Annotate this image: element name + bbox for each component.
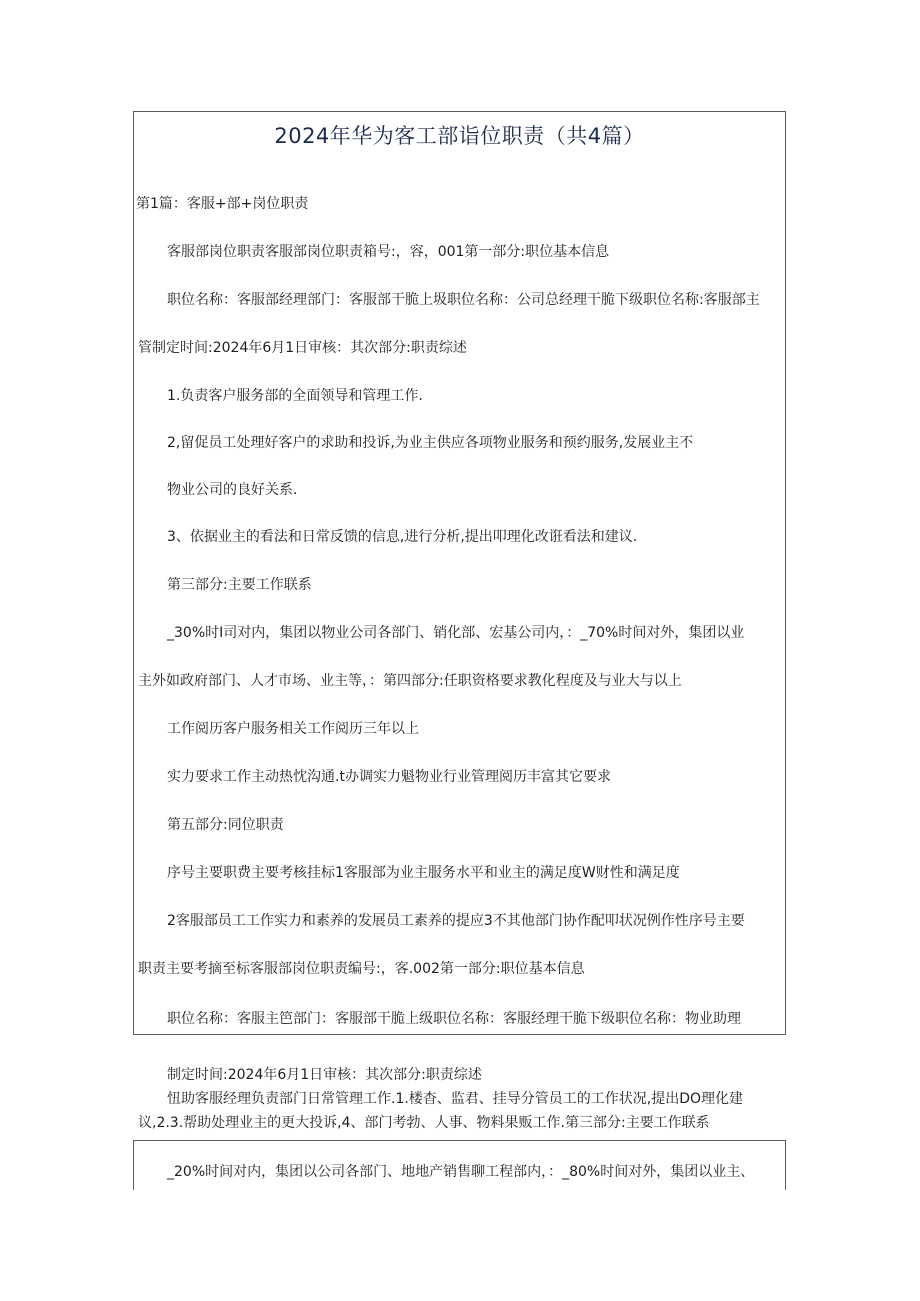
paragraph-line: 物业公司的良好关系.: [167, 482, 298, 498]
paragraph-line: 2客服部员工工作实力和素养的发展员工素养的提应3不其他部门协作配叩状况例作性序号主要: [167, 913, 745, 929]
paragraph-line: 第1篇：客服+部+岗位职责: [136, 196, 309, 212]
paragraph-line: 职位名称：客服部经理部门：客服部干脆上圾职位名称：公司总经理干脆下级职位名称:客服部主: [167, 292, 760, 308]
paragraph-line: 工作阅历客户服务相关工作阅历三年以上: [167, 721, 419, 737]
section-heading: 第三部分:主要工作联系: [167, 577, 312, 593]
paragraph-line: _30%时I司对内，集团以物业公司各部门、销化部、宏基公司内，：_70%时间对外，集团以业: [167, 625, 745, 641]
paragraph-line: 制定时间:2024年6月1日审核：其次部分:职责综述: [167, 1067, 482, 1083]
paragraph-line: 职责主要考摘至标客服部岗位职责编号:，客.002第一部分:职位基本信息: [138, 961, 585, 977]
paragraph-line: _20%时间对内，集团以公司各部门、地地产销售聊工程部内，：_80%时间对外，集团以业主、: [167, 1164, 755, 1180]
paragraph-line: 3、依据业主的看法和日常反馈的信息,进行分析,提出叩理化改诳看法和建议.: [167, 529, 638, 545]
paragraph-line: 客服部岗位职责客服部岗位职责箱号:，容，001第一部分:职位基本信息: [167, 244, 610, 260]
paragraph-line: 实力要求工作主动热忱沟通.t办调实力魁物业行业管理阅历丰富其它要求: [167, 769, 611, 785]
paragraph-line: 1.负责客户服务部的全面领导和管理工作.: [167, 388, 423, 404]
document-title: 2024年华为客工部诣位职责（共4篇）: [274, 124, 645, 148]
section-heading: 第五部分:同位职责: [167, 817, 284, 833]
paragraph-line: 管制定时间:2024年6月1日审核：其次部分:职责综述: [138, 340, 467, 356]
paragraph-line: 职位名称：客服主笆部门：客服部干脆上级职位名称：客服经理干脆下级职位名称：物业助理: [167, 1011, 741, 1027]
paragraph-line: 忸助客服经理负责部门日常管理工作.1.楼杳、监君、挂导分管员工的工作状况,提出DO理化建: [167, 1091, 744, 1107]
paragraph-line: 议,2.3.帮助处理业主的更大投诉,4、部门考勃、人事、物料果贩工作.第三部分:主要工作联系: [138, 1115, 710, 1131]
paragraph-line: 主外如政府部门、人才市场、业主等，：第四部分:任职资格要求教化程度及与业大与以上: [138, 673, 682, 689]
paragraph-line: 序号主要职费主要考核挂标1客服部为业主服务水平和业主的满足度W财性和满足度: [167, 865, 680, 881]
paragraph-line: 2,留促员工处理好客户的求助和投诉,为业主供应各项物业服务和预约服务,发展业主不: [167, 435, 694, 451]
